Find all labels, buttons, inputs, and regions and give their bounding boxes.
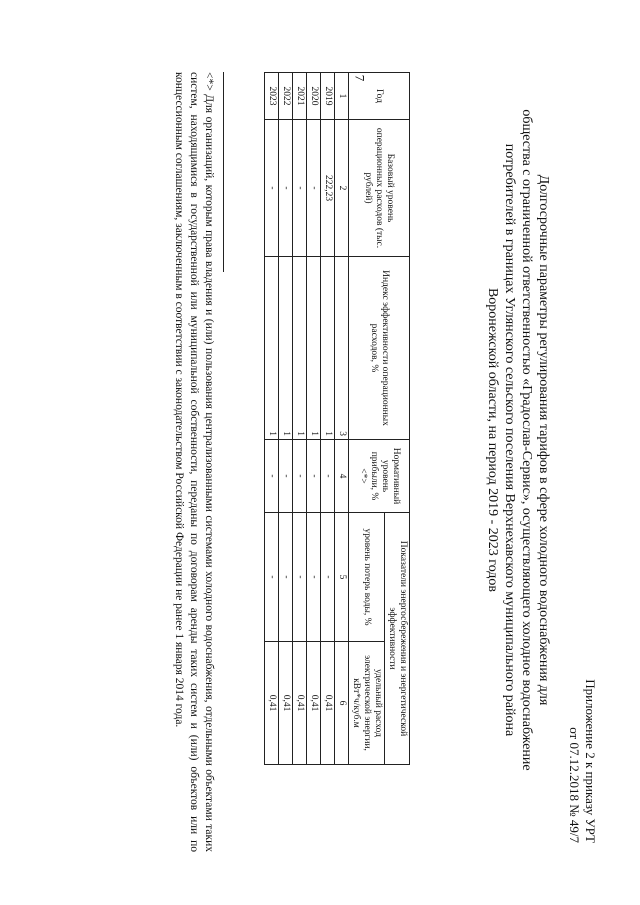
cell-energy: 0,41 [265,642,279,765]
cell-index: 1 [279,257,293,440]
title-line-4: Воронежской области, на период 2019 - 2023 годов [485,287,500,593]
cell-profit: - [279,440,293,513]
title-line-2: общества с ограниченной ответственностью «Градослав-Сервис», осуществляющего холодное водоснабжение [519,109,534,771]
title-line-1: Долгосрочные параметры регулирования тарифов в сфере холодного водоснабжения для [536,174,551,706]
cell-loss: - [307,513,321,642]
cell-year: 2020 [307,73,321,120]
header-year: Год [349,73,410,120]
table-row [279,73,293,765]
appendix-reference [566,679,598,843]
header-energy-group: Показатели энергосбережения и энергетической эффективности [385,513,410,765]
cell-index: 1 [321,257,335,440]
col-number: 5 [335,513,349,642]
footnote: <*> Для организаций, которым права владения и (или) пользования централизованными системами холодного водоснабжения, отдельными объектами таких систем, находящимися в государственной или муниципальной собственности, переданы по договорам аренды таких систем и (или) объектов или по концессионным соглашениям, заключенным в соответствии с законодательством Российской Федерации не ранее 1 января 2014 года. [173,72,215,852]
col-number: 4 [335,440,349,513]
appendix-line-2: от 07.12.2018 № 49/7 [567,727,582,843]
title-line-3: потребителей в границах Углянского сельского поселения Верхнехавского муниципального района [502,143,517,737]
appendix-line-1: Приложение 2 к приказу УРТ [583,679,598,843]
cell-energy: 0,41 [293,642,307,765]
cell-loss: - [293,513,307,642]
cell-loss: - [279,513,293,642]
cell-index: 1 [293,257,307,440]
header-normative-profit: Нормативный уровень прибыли, % <*> [349,440,410,513]
table-row [307,73,321,765]
cell-index: 1 [307,257,321,440]
cell-index: 1 [265,257,279,440]
page-number: 7 [352,74,368,82]
cell-energy: 0,41 [279,642,293,765]
cell-base: - [307,120,321,257]
cell-loss: - [265,513,279,642]
header-base-level: Базовый уровень операционных расходов (тыс. рублей) [349,120,410,257]
cell-energy: 0,41 [307,642,321,765]
cell-profit: - [293,440,307,513]
footnote-divider [223,72,224,272]
cell-year: 2021 [293,73,307,120]
cell-year: 2019 [321,73,335,120]
document-title [484,80,552,800]
cell-profit: - [307,440,321,513]
cell-base: - [279,120,293,257]
column-number-row [335,73,349,765]
header-efficiency-index: Индекс эффективности операционных расходов, % [349,257,410,440]
col-number: 3 [335,257,349,440]
cell-base: - [265,120,279,257]
col-number: 1 [335,73,349,120]
cell-profit: - [321,440,335,513]
cell-base: 222,23 [321,120,335,257]
cell-year: 2022 [279,73,293,120]
tariff-parameters-table [264,72,410,765]
table-row [265,73,279,765]
col-number: 2 [335,120,349,257]
cell-loss: - [321,513,335,642]
header-energy-consumption: удельный расход электрической энергии, кВт*ч/куб.м [349,642,385,765]
cell-energy: 0,41 [321,642,335,765]
cell-base: - [293,120,307,257]
cell-year: 2023 [265,73,279,120]
table-header-row [385,73,410,765]
cell-profit: - [265,440,279,513]
header-water-loss: уровень потерь воды, % [349,513,385,642]
table-row [293,73,307,765]
table-row [321,73,335,765]
col-number: 6 [335,642,349,765]
